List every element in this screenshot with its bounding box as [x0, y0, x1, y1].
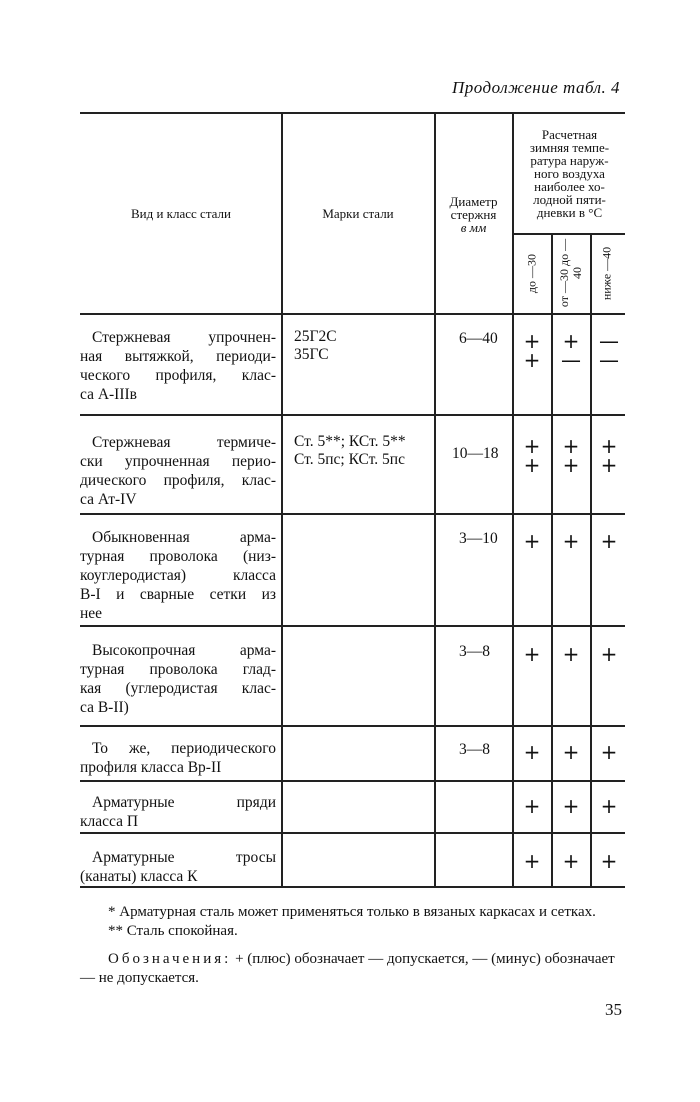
- permission-mark: —: [561, 348, 581, 372]
- diameter-cell: 3—8: [459, 741, 490, 758]
- header-steel-grades: Марки стали: [322, 206, 394, 221]
- permission-mark: +: [600, 453, 618, 477]
- legend-label: Обозначения:: [108, 951, 232, 967]
- steel-type-line: кая (углеродистая клас-: [80, 680, 276, 697]
- steel-type-cell: [80, 739, 276, 777]
- steel-type-line: Стержневая упрочнен-: [92, 329, 276, 346]
- header-temperature-line: дневки в °С: [536, 205, 603, 220]
- permission-mark: +: [562, 740, 580, 764]
- steel-type-cell: [80, 793, 276, 831]
- permission-mark: +: [523, 529, 541, 553]
- column-divider-grades: [281, 112, 283, 886]
- steel-grade: Ст. 5пс; КСт. 5пс: [294, 451, 405, 468]
- steel-type-cell: [80, 328, 276, 404]
- steel-grade: 25Г2С: [294, 328, 337, 345]
- row-separator: [80, 832, 625, 834]
- footnote-1: * Арматурная сталь может применяться только в вязаных каркасах и сетках.: [108, 904, 596, 920]
- diameter-cell: 6—40: [459, 330, 498, 347]
- header-bottom-rule: [80, 313, 625, 315]
- header-diameter: [436, 195, 511, 234]
- permission-mark: +: [523, 329, 541, 353]
- steel-type-cell: [80, 528, 276, 623]
- column-divider-temp-mid: [551, 233, 553, 886]
- permission-mark: +: [562, 434, 580, 458]
- row-separator: [80, 780, 625, 782]
- table-top-rule: [80, 112, 625, 114]
- steel-type-line: Арматурные тросы: [92, 849, 276, 866]
- steel-type-cell: [80, 641, 276, 717]
- steel-type-line: Арматурные пряди: [92, 794, 276, 811]
- steel-type-line: ски упрочненная перио-: [80, 453, 276, 470]
- steel-type-line: са А-IIIв: [80, 386, 137, 403]
- header-temp-col-1: до —30: [524, 253, 539, 294]
- steel-type-line: Стержневая термиче-: [92, 434, 276, 451]
- row-separator: [80, 625, 625, 627]
- steel-type-line: са В-II): [80, 699, 129, 716]
- row-separator: [80, 513, 625, 515]
- header-temperature-line: зимняя темпе-: [529, 140, 610, 155]
- header-steel-type: Вид и класс стали: [130, 206, 231, 221]
- header-temperature-line: ратура наруж-: [530, 153, 609, 168]
- steel-type-line: Высокопрочная арма-: [92, 642, 276, 659]
- permission-mark: +: [523, 348, 541, 372]
- header-temperature-line: Расчетная: [541, 127, 598, 142]
- permission-mark: +: [600, 642, 618, 666]
- steel-type-line: То же, периодического: [92, 740, 276, 757]
- header-diameter-line: стержня: [450, 207, 497, 222]
- table-caption: Продолжение табл. 4: [452, 78, 621, 97]
- legend-text: + (плюс) обозначает — допускается, — (минус) обозначает — не допускается.: [80, 951, 615, 986]
- column-divider-temperature: [512, 112, 514, 886]
- permission-mark: +: [600, 434, 618, 458]
- permission-mark: —: [599, 329, 619, 353]
- steel-type-line: коуглеродистая) класса: [80, 567, 276, 584]
- steel-grade: 35ГС: [294, 346, 329, 363]
- permission-mark: +: [600, 529, 618, 553]
- steel-type-line: В-I и сварные сетки из: [80, 586, 276, 603]
- steel-type-line: ная вытяжкой, периоди-: [80, 348, 276, 365]
- permission-mark: +: [523, 794, 541, 818]
- header-diameter-line: Диаметр: [449, 194, 498, 209]
- permission-mark: +: [562, 329, 580, 353]
- steel-type-line: класса П: [80, 813, 139, 830]
- permission-mark: +: [562, 794, 580, 818]
- permission-mark: +: [562, 453, 580, 477]
- table-bottom-rule: [80, 886, 625, 888]
- header-temp-col-3: ниже —40: [599, 246, 614, 301]
- steel-type-cell: [80, 848, 276, 886]
- diameter-cell: 3—10: [459, 530, 498, 547]
- permission-mark: +: [523, 642, 541, 666]
- steel-type-line: са Ат-IV: [80, 491, 137, 508]
- header-temperature-line: наиболее хо-: [534, 179, 605, 194]
- steel-type-line: нее: [80, 605, 103, 622]
- steel-grade: Ст. 5**; КСт. 5**: [294, 433, 406, 450]
- steel-grades-cell: [294, 433, 406, 469]
- permission-mark: +: [523, 849, 541, 873]
- permission-mark: +: [523, 434, 541, 458]
- permission-mark: +: [562, 529, 580, 553]
- header-diameter-line: в мм: [460, 220, 487, 235]
- steel-type-line: Обыкновенная арма-: [92, 529, 276, 546]
- column-divider-temp-low: [590, 233, 592, 886]
- diameter-cell: 10—18: [452, 445, 499, 462]
- steel-type-line: (канаты) класса К: [80, 868, 198, 885]
- permission-mark: +: [523, 740, 541, 764]
- steel-type-line: ческого профиля, клас-: [80, 367, 276, 384]
- header-temperature: [514, 128, 625, 219]
- row-separator: [80, 414, 625, 416]
- header-temp-col-2: [558, 233, 584, 313]
- page-number: 35: [605, 1000, 622, 1019]
- permission-mark: +: [562, 849, 580, 873]
- steel-type-line: профиля класса Вр-II: [80, 759, 222, 776]
- footnote-2: ** Сталь спокойная.: [108, 923, 238, 939]
- header-temp-col-2-text: от —30 до —40: [557, 238, 584, 308]
- row-separator: [80, 725, 625, 727]
- steel-type-line: турная проволока (низ-: [80, 548, 276, 565]
- permission-mark: +: [562, 642, 580, 666]
- header-temperature-line: лодной пяти-: [533, 192, 606, 207]
- permission-mark: +: [600, 849, 618, 873]
- steel-grades-cell: [294, 328, 337, 364]
- permission-mark: +: [523, 453, 541, 477]
- header-temperature-line: ного воздуха: [534, 166, 605, 181]
- permission-mark: +: [600, 794, 618, 818]
- steel-type-line: дического профиля, клас-: [80, 472, 276, 489]
- steel-type-cell: [80, 433, 276, 509]
- permission-mark: +: [600, 740, 618, 764]
- footnotes: [80, 903, 625, 988]
- diameter-cell: 3—8: [459, 643, 490, 660]
- steel-type-line: турная проволока глад-: [80, 661, 276, 678]
- permission-mark: —: [599, 348, 619, 372]
- legend: [80, 950, 625, 988]
